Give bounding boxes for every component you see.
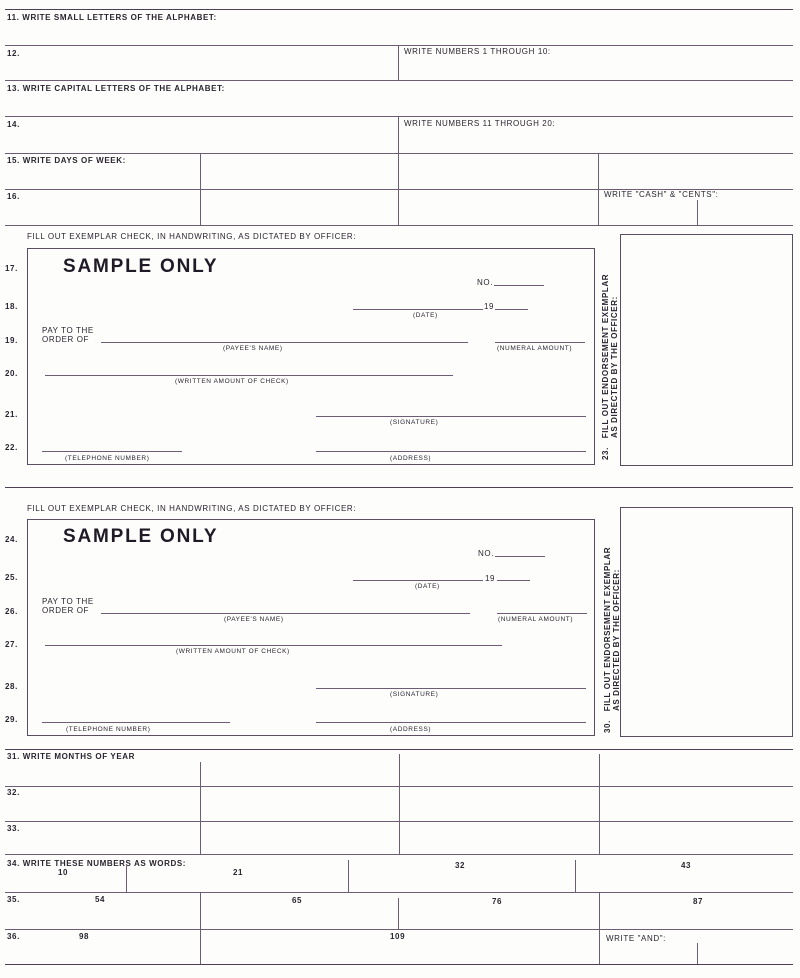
check-1-no-label: NO. — [477, 278, 494, 287]
word-num-76: 76 — [492, 897, 503, 906]
endorsement-2-box — [620, 507, 793, 737]
rule-bottom — [5, 964, 793, 965]
row-12-label: 12. — [7, 49, 20, 58]
months-divider-c — [599, 754, 600, 854]
endorsement-2-instruction — [603, 547, 621, 733]
check-1-line-21: 21. — [5, 410, 18, 419]
rule-months-top — [5, 749, 793, 750]
check-1-telephone-caption: (TELEPHONE NUMBER) — [65, 455, 150, 462]
endorsement-1-line-1: FILL OUT ENDORSEMENT EXEMPLAR — [601, 273, 610, 439]
check-1-no-line — [494, 285, 544, 286]
words-34-divider-a — [126, 866, 127, 892]
check-2-no-label: NO. — [478, 549, 495, 558]
rule-top — [5, 9, 793, 10]
endorsement-1-number: 23. — [601, 447, 610, 460]
row-32-label: 32. — [7, 788, 20, 797]
check-1-address-caption: (ADDRESS) — [390, 455, 432, 462]
cash-cents-label: WRITE "CASH" & "CENTS": — [604, 190, 719, 199]
check-1-line-17: 17. — [5, 264, 18, 273]
check-2-pay-to: PAY TO THE — [42, 597, 94, 606]
rule-35 — [5, 929, 793, 930]
rule-check-1-bottom — [5, 487, 793, 488]
endorsement-2-number: 30. — [603, 720, 612, 733]
row-16-label: 16. — [7, 192, 20, 201]
check-1-sample-only: SAMPLE ONLY — [63, 256, 219, 277]
check-1-telephone-line — [42, 451, 182, 452]
check-1-written-line — [45, 375, 453, 376]
rule-33 — [5, 854, 793, 855]
divider-14 — [398, 116, 399, 226]
check-1-line-19: 19. — [5, 336, 18, 345]
rule-16 — [5, 225, 793, 226]
check-2-no-line — [495, 556, 545, 557]
check-1-payee-caption: (PAYEE'S NAME) — [223, 345, 283, 352]
row-14-label: 14. — [7, 120, 20, 129]
check-1-pay-to: PAY TO THE — [42, 326, 94, 335]
months-divider-a — [200, 762, 201, 854]
rule-11 — [5, 45, 793, 46]
rule-13 — [5, 116, 793, 117]
word-num-98: 98 — [79, 932, 90, 941]
rule-32 — [5, 821, 793, 822]
check-1-year-line — [495, 309, 528, 310]
check-2-line-27: 27. — [5, 640, 18, 649]
row-31-label: 31. WRITE MONTHS OF YEAR — [7, 752, 136, 761]
check-2-order-of: ORDER OF — [42, 606, 90, 615]
check-1-numeral-caption: (NUMERAL AMOUNT) — [497, 345, 573, 352]
check-2-address-caption: (ADDRESS) — [390, 726, 432, 733]
endorsement-1-instruction — [601, 274, 619, 460]
check-1-year: 19 — [484, 302, 495, 311]
rule-14 — [5, 153, 793, 154]
check-2-date-line — [353, 580, 483, 581]
check-2-payee-line — [101, 613, 470, 614]
check-1-date-line — [353, 309, 483, 310]
word-num-21: 21 — [233, 868, 244, 877]
row-35-label: 35. — [7, 895, 20, 904]
row-13-label: 13. WRITE CAPITAL LETTERS OF THE ALPHABET: — [7, 84, 225, 93]
check-2-numeral-caption: (NUMERAL AMOUNT) — [498, 616, 574, 623]
check-1-line-18: 18. — [5, 302, 18, 311]
check-2-box — [27, 519, 595, 736]
check-2-written-line — [45, 645, 502, 646]
check-1-written-caption: (WRITTEN AMOUNT OF CHECK) — [175, 378, 289, 385]
row-15-label: 15. WRITE DAYS OF WEEK: — [7, 156, 126, 165]
row-36-label: 36. — [7, 932, 20, 941]
word-num-43: 43 — [681, 861, 692, 870]
row-11-label: 11. WRITE SMALL LETTERS OF THE ALPHABET: — [7, 13, 217, 22]
word-num-32: 32 — [455, 861, 466, 870]
check-2-sample-only: SAMPLE ONLY — [63, 526, 219, 547]
word-num-54: 54 — [95, 895, 106, 904]
check-1-signature-line — [316, 416, 586, 417]
word-num-87: 87 — [693, 897, 704, 906]
check-1-line-20: 20. — [5, 369, 18, 378]
words-36-divider — [697, 943, 698, 965]
check-2-line-28: 28. — [5, 682, 18, 691]
check-2-line-29: 29. — [5, 715, 18, 724]
check-1-payee-line — [101, 342, 468, 343]
check-2-telephone-caption: (TELEPHONE NUMBER) — [66, 726, 151, 733]
endorsement-2-line-2: AS DIRECTED BY THE OFFICER: — [612, 569, 622, 711]
check-1-signature-caption: (SIGNATURE) — [390, 419, 439, 426]
check-1-order-of: ORDER OF — [42, 335, 90, 344]
check-2-line-26: 26. — [5, 607, 18, 616]
word-num-65: 65 — [292, 896, 303, 905]
check-2-written-caption: (WRITTEN AMOUNT OF CHECK) — [176, 648, 290, 655]
endorsement-1-box — [620, 234, 793, 466]
divider-12 — [398, 45, 399, 81]
check-1-line-22: 22. — [5, 443, 18, 452]
rule-31 — [5, 786, 793, 787]
endorsement-2-line-1: FILL OUT ENDORSEMENT EXEMPLAR — [603, 546, 612, 712]
numbers-11-20-label: WRITE NUMBERS 11 THROUGH 20: — [404, 119, 556, 128]
check-1-address-line — [316, 451, 586, 452]
word-num-109: 109 — [390, 932, 406, 941]
words-34-divider-c — [575, 860, 576, 892]
check-1-instruction: FILL OUT EXEMPLAR CHECK, IN HANDWRITING, AS DICTATED BY OFFICER: — [27, 232, 357, 241]
row-34-label: 34. WRITE THESE NUMBERS AS WORDS: — [7, 859, 187, 868]
check-2-signature-caption: (SIGNATURE) — [390, 691, 439, 698]
check-2-address-line — [316, 722, 586, 723]
months-divider-b — [399, 754, 400, 854]
check-2-telephone-line — [42, 722, 230, 723]
check-2-line-24: 24. — [5, 535, 18, 544]
check-2-payee-caption: (PAYEE'S NAME) — [224, 616, 284, 623]
write-and-label: WRITE "AND": — [606, 934, 666, 943]
rule-12 — [5, 80, 793, 81]
numbers-1-10-label: WRITE NUMBERS 1 THROUGH 10: — [404, 47, 551, 56]
endorsement-1-line-2: AS DIRECTED BY THE OFFICER: — [610, 296, 620, 438]
words-34-divider-b — [348, 860, 349, 892]
check-2-numeral-line — [497, 613, 587, 614]
check-2-date-caption: (DATE) — [415, 583, 440, 590]
word-num-10: 10 — [58, 868, 69, 877]
divider-16 — [697, 200, 698, 226]
check-1-date-caption: (DATE) — [413, 312, 438, 319]
row-33-label: 33. — [7, 824, 20, 833]
check-2-line-25: 25. — [5, 573, 18, 582]
check-2-instruction: FILL OUT EXEMPLAR CHECK, IN HANDWRITING, AS DICTATED BY OFFICER: — [27, 504, 357, 513]
check-2-signature-line — [316, 688, 586, 689]
rule-34 — [5, 892, 793, 893]
check-2-year: 19 — [485, 574, 496, 583]
words-35-divider-b — [398, 898, 399, 929]
check-2-year-line — [497, 580, 530, 581]
check-1-numeral-line — [495, 342, 585, 343]
check-1-box — [27, 248, 595, 465]
